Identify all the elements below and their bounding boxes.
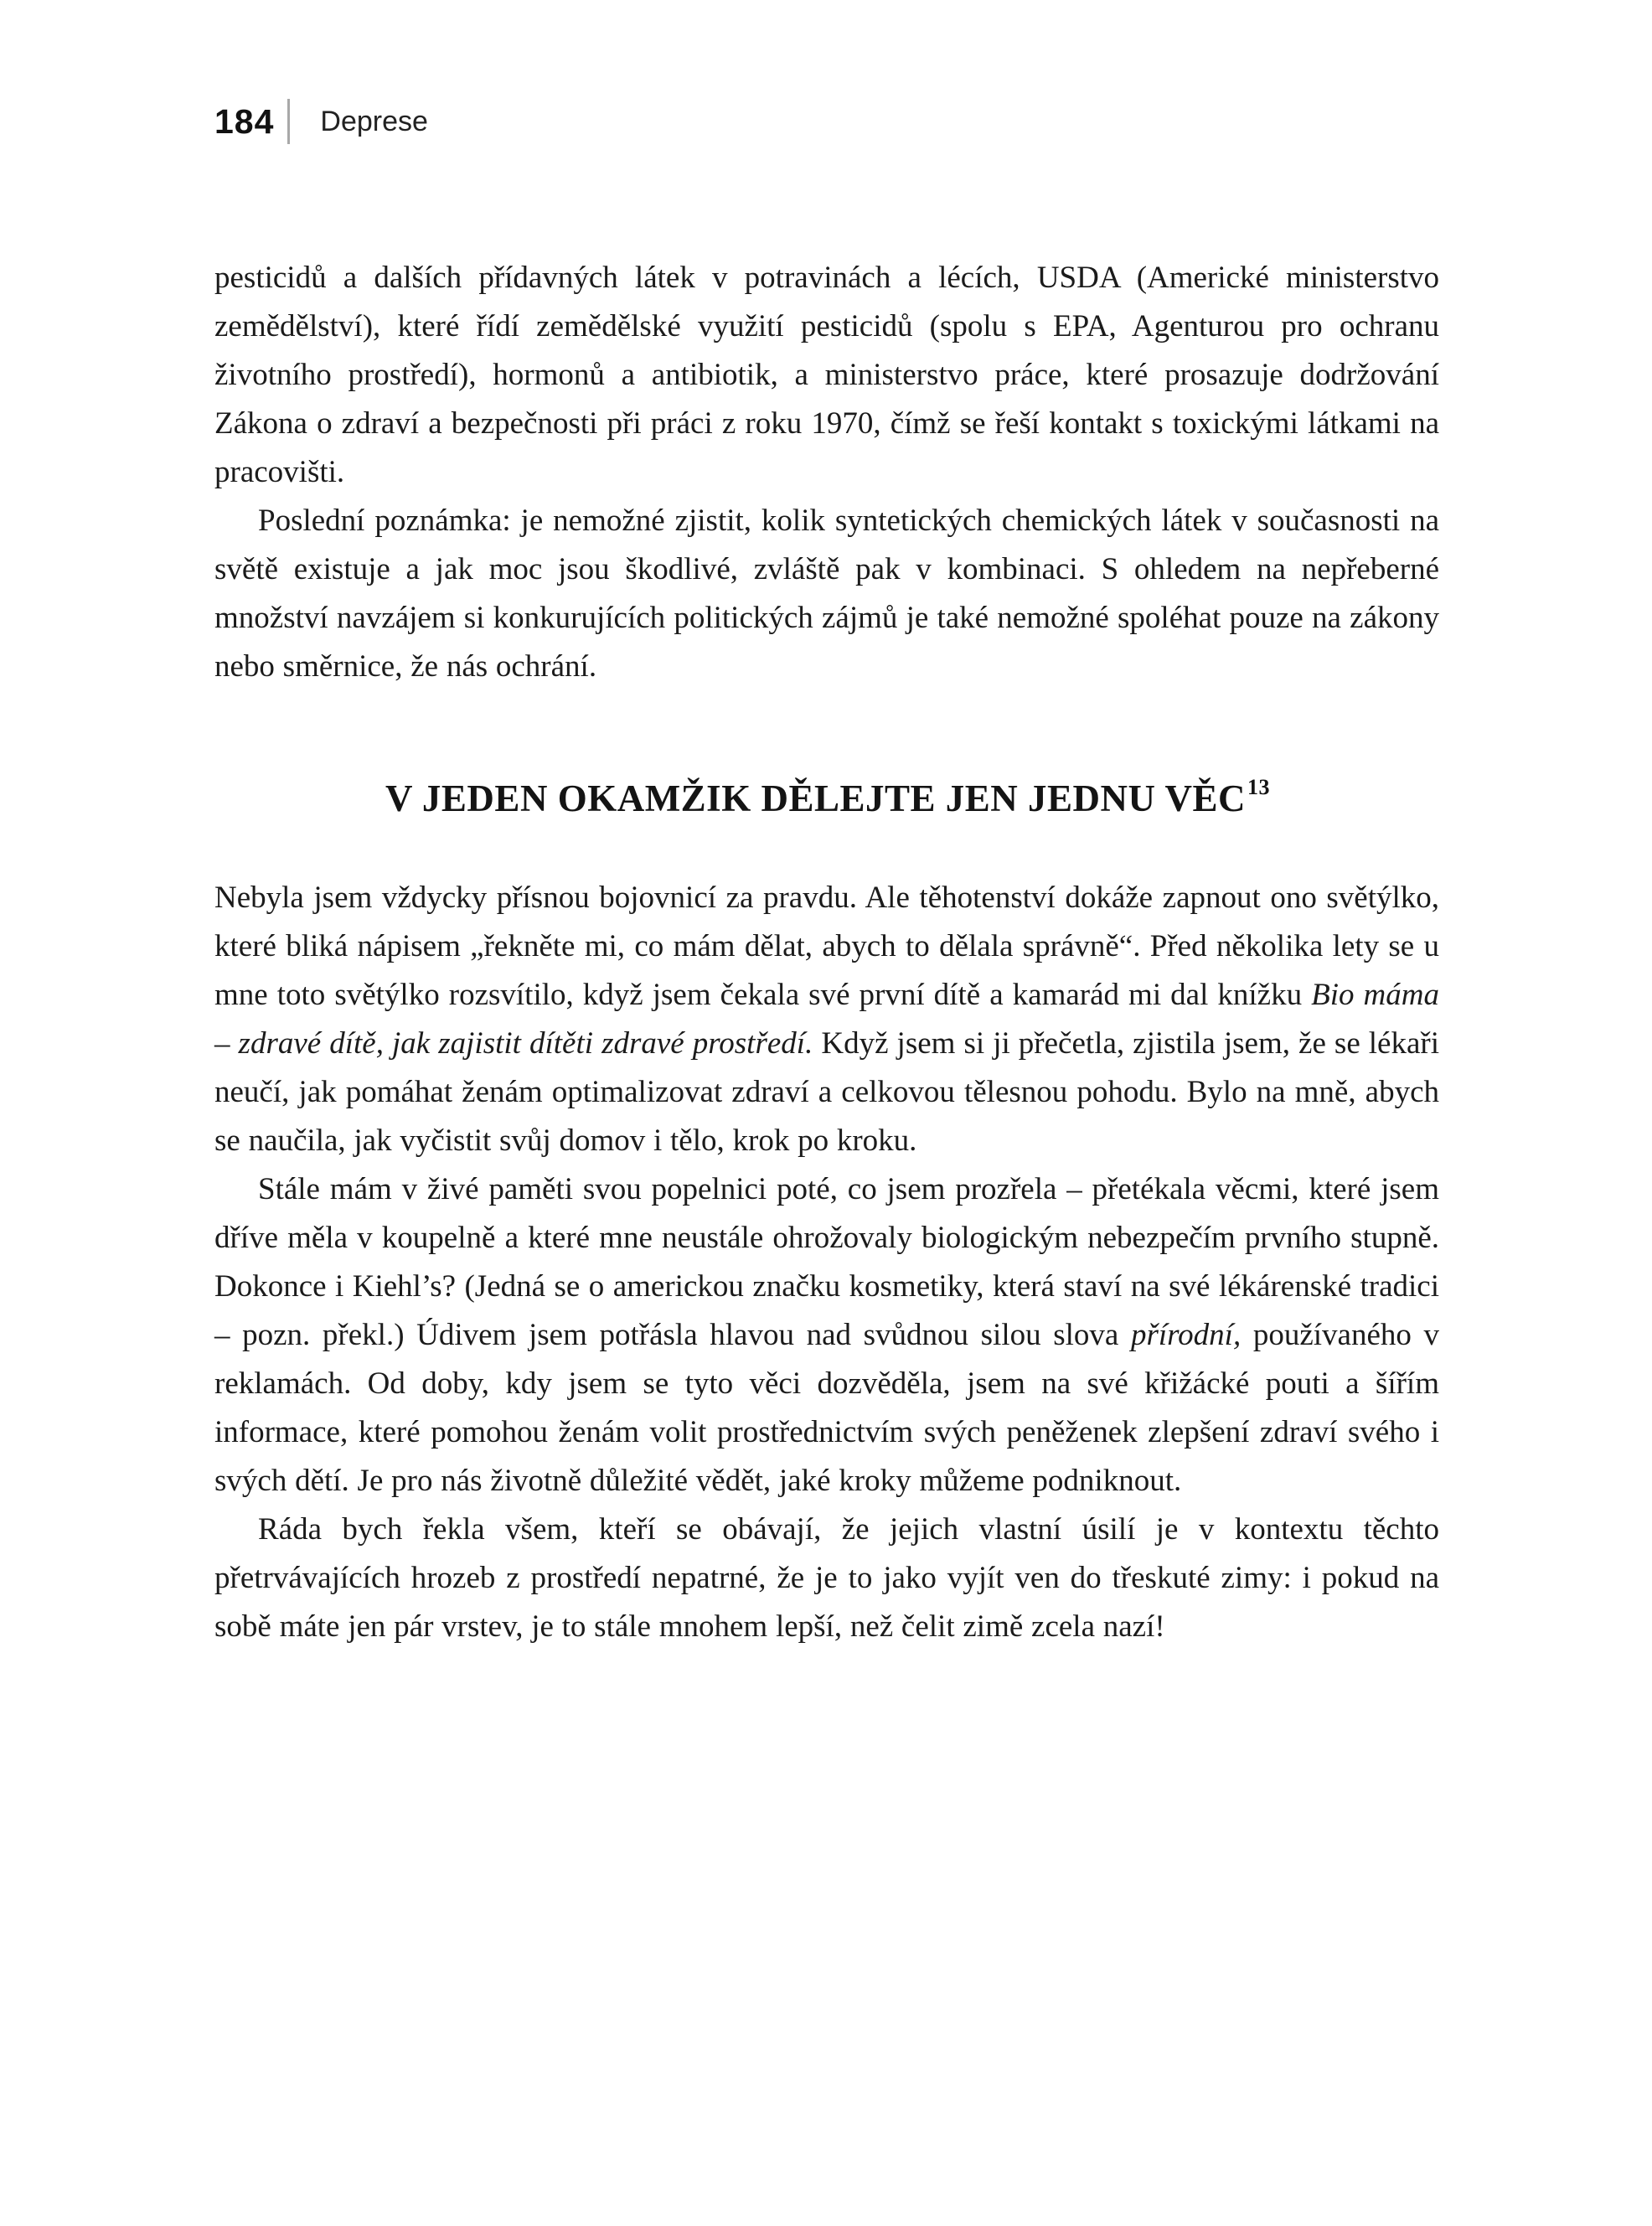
paragraph	[214, 874, 1439, 1165]
paragraph	[214, 497, 1439, 691]
text-run: Poslední poznámka: je nemožné zjistit, kolik syntetických chemických látek v současnosti na světě existuje a jak moc jsou škodlivé, zvláště pak v kombinaci. S ohledem na nepřeberné množství navzájem si konkurujících politických zájmů je také nemožné spoléhat pouze na zákony nebo směrnice, že nás ochrání.	[214, 504, 1439, 684]
header-divider	[287, 99, 290, 144]
italic-text-run: přírodní,	[1130, 1318, 1242, 1352]
section-before-heading	[214, 254, 1439, 691]
text-run: Nebyla jsem vždycky přísnou bojovnicí za pravdu. Ale těhotenství dokáže zapnout ono světýlko, které bliká nápisem „řekněte mi, co mám dělat, abych to dělala správně“. Před několika lety se u mne toto světýlko rozsvítilo, když jsem čekala své první dítě a kamarád mi dal knížku	[214, 881, 1439, 1012]
section-heading	[214, 777, 1439, 820]
text-run: Ráda bych řekla všem, kteří se obávají, že jejich vlastní úsilí je v kontextu těchto přetrvávajících hrozeb z prostředí nepatrné, že je to jako vyjít ven do třeskuté zimy: i pokud na sobě máte jen pár vrstev, je to stále mnohem lepší, než čelit zimě zcela nazí!	[214, 1512, 1439, 1644]
running-head-title: Deprese	[320, 105, 428, 137]
paragraph	[214, 254, 1439, 497]
footnote-reference: 13	[1247, 775, 1270, 799]
text-run: Když jsem si ji přečetla, zjistila jsem, že se lékaři neučí, jak pomáhat ženám optimalizovat zdraví a celkovou tělesnou pohodu. Bylo na mně, abych se naučila, jak vyčistit svůj domov i tělo, krok po kroku.	[214, 1026, 1440, 1158]
page-header	[214, 99, 428, 144]
paragraph	[214, 1506, 1439, 1651]
page-content	[214, 254, 1439, 1651]
text-run: používaného v reklamách. Od doby, kdy jsem se tyto věci dozvěděla, jsem na své křižácké pouti a šířím informace, které pomohou ženám volit prostřednictvím svých peněženek zlepšení zdraví svého i svých dětí. Je pro nás životně důležité vědět, jaké kroky můžeme podniknout.	[214, 1318, 1440, 1498]
italic-text-run: Bio máma – zdravé dítě, jak zajistit dítěti zdravé prostředí.	[214, 978, 1439, 1061]
text-run: pesticidů a dalších přídavných látek v potravinách a lécích, USDA (Americké ministerstvo zemědělství), které řídí zemědělské využití pesticidů (spolu s EPA, Agenturou pro ochranu životního prostředí), hormonů a antibiotik, a ministerstvo práce, které prosazuje dodržování Zákona o zdraví a bezpečnosti při práci z roku 1970, čímž se řeší kontakt s toxickými látkami na pracovišti.	[214, 261, 1439, 489]
section-heading-text: V JEDEN OKAMŽIK DĚLEJTE JEN JEDNU VĚC	[385, 777, 1246, 819]
page-number: 184	[214, 101, 275, 141]
text-run: Stále mám v živé paměti svou popelnici poté, co jsem prozřela – přetékala věcmi, které jsem dříve měla v koupelně a které mne neustále ohrožovaly biologickým nebezpečím prvního stupně. Dokonce i Kiehl’s? (Jedná se o americkou značku kosmetiky, která staví na své lékárenské tradici – pozn. překl.) Údivem jsem potřásla hlavou nad svůdnou silou slova	[214, 1172, 1439, 1352]
section-after-heading	[214, 874, 1439, 1651]
paragraph	[214, 1165, 1439, 1506]
